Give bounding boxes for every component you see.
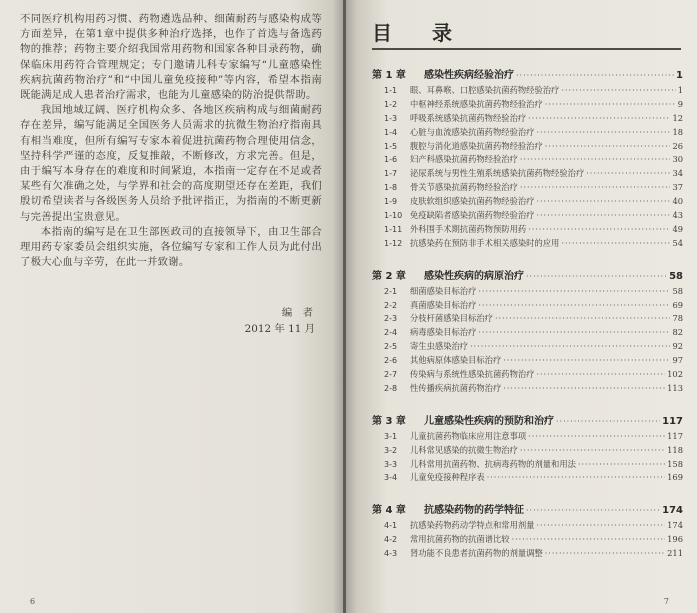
section-title: 常用抗菌药物的抗菌谱比较 [410,534,510,545]
leader-dots [478,301,670,310]
section-number: 1-10 [384,211,403,221]
toc-chapter [372,501,683,519]
section-page: 43 [672,210,683,221]
toc-section [372,382,683,396]
toc-section [372,237,683,251]
leader-dots [586,169,670,178]
section-page: 118 [667,444,683,455]
leader-dots [545,549,665,558]
leader-dots [487,473,665,482]
toc-chapter [372,412,683,430]
date: 2012 年 11 月 [244,323,315,335]
chapter-title: 感染性疾病的病原治疗 [424,270,524,282]
toc-section [372,444,683,458]
toc-section [372,98,683,112]
section-page: 9 [677,98,683,109]
section-title: 眼、耳鼻喉、口腔感染抗菌药物经验治疗 [410,85,560,95]
toc-section [372,299,683,313]
section-title: 病毒感染目标治疗 [410,327,477,338]
section-page: 82 [672,327,683,338]
section-number: 1-6 [384,155,398,165]
toc-section [372,458,683,472]
leader-dots [536,128,670,137]
section-title: 腹腔与消化道感染抗菌药物经验治疗 [410,140,543,151]
toc-section [372,140,683,154]
section-number: 2-1 [384,286,398,296]
section-page: 12 [672,112,683,123]
section-number: 1-8 [384,183,398,193]
toc-section [372,181,683,195]
section-title: 外科围手术期抗菌药物预防用药 [410,223,527,234]
section-page: 169 [667,472,683,483]
section-title: 皮肤软组织感染抗菌药物经验治疗 [410,196,535,207]
toc-section [372,471,683,485]
section-number: 3-4 [384,473,398,483]
leader-dots [536,211,670,220]
section-title: 分枝杆菌感染目标治疗 [410,313,493,324]
section-number: 4-2 [384,535,398,545]
leader-dots [536,197,670,206]
toc-section [372,326,683,340]
section-page: 158 [667,458,683,469]
toc-section [372,533,683,547]
section-page: 196 [667,534,683,545]
section-page: 49 [672,223,683,234]
leader-dots [578,460,665,469]
section-title: 呼吸系统感染抗菌药物经验治疗 [410,112,527,123]
leader-dots [512,535,666,544]
section-number: 2-3 [384,314,398,324]
section-page: 102 [667,369,683,380]
section-title: 中枢神经系统感染抗菌药物经验治疗 [410,98,543,109]
toc-section [372,354,683,368]
section-number: 1-1 [384,86,398,95]
section-title: 细菌感染目标治疗 [410,285,477,296]
signature: 编 者 [281,307,313,319]
section-page: 92 [672,341,683,352]
section-title: 寄生虫感染治疗 [410,341,469,352]
leader-dots [516,71,674,80]
section-title: 儿科常用抗菌药物、抗病毒药物的剂量和用法 [410,458,576,469]
section-title: 儿童免疫接种程序表 [410,472,485,483]
section-number: 3-1 [384,431,398,441]
leader-dots [520,446,665,455]
toc-section [372,195,683,209]
leader-dots [561,86,675,95]
chapter-page: 174 [662,505,683,517]
leader-dots [520,155,671,164]
section-number: 2-8 [384,383,398,393]
toc-section [372,547,683,561]
preface-paragraph-1: 不同医疗机构用药习惯、药物遴选品种、细菌耐药与感染构成等方面差异，在第1章中提供多种治疗选择，也作了首选与备选药物的推荐；药物主要介绍我国常用药物和国家各种目录药物，确保临床用药符合管理规定；专门邀请儿科专家编写“儿童感染性疾病抗菌药物治疗”和“中国儿童免疫接种”等内容，希望本指南既能满足成人患者治疗需求，也能为儿童感染的防治提供帮助。 [20,13,322,102]
toc-section [372,167,683,181]
leader-dots [526,506,660,515]
leader-dots [495,314,670,323]
section-page: 37 [672,182,683,193]
toc-section [372,209,683,223]
toc-section [372,312,683,326]
leader-dots [478,328,670,337]
section-title: 性传播疾病抗菌药物治疗 [410,382,502,393]
toc-section [372,153,683,167]
right-page [346,0,697,613]
chapter-title: 抗感染药物的药学特征 [424,505,524,517]
section-title: 妇产科感染抗菌药物经验治疗 [410,154,518,165]
leader-dots [536,370,665,379]
page-number-left: 6 [30,597,36,606]
chapter-number: 第 2 章 [372,270,406,282]
section-number: 2-6 [384,356,398,366]
section-page: 78 [672,313,683,324]
section-number: 1-7 [384,169,398,179]
section-number: 2-4 [384,328,398,338]
section-title: 免疫缺陷者感染抗菌药物经验治疗 [410,210,535,221]
section-page: 1 [677,85,683,95]
chapter-page: 58 [669,270,683,282]
leader-dots [526,272,667,281]
section-title: 骨关节感染抗菌药物经验治疗 [410,182,518,193]
section-page: 34 [672,168,683,179]
leader-dots [561,239,670,248]
leader-dots [470,342,670,351]
leader-dots [503,384,665,393]
leader-dots [528,225,670,234]
section-page: 174 [667,520,683,531]
toc-section [372,126,683,140]
section-page: 40 [672,196,683,207]
section-page: 30 [672,154,683,165]
section-number: 2-2 [384,300,398,310]
section-page: 69 [672,299,683,310]
chapter-number: 第 4 章 [372,505,406,517]
section-number: 1-4 [384,127,398,137]
section-number: 4-1 [384,521,398,531]
chapter-title: 感染性疾病经验治疗 [424,70,514,81]
section-title: 儿童抗菌药物临床应用注意事项 [410,430,527,441]
chapter-number: 第 3 章 [372,415,406,427]
toc-section [372,368,683,382]
left-page [0,0,343,613]
section-number: 1-2 [384,99,398,109]
toc-section [372,223,683,237]
toc-chapter [372,66,683,84]
leader-dots [528,114,670,123]
section-page: 97 [672,355,683,366]
section-page: 54 [672,237,683,248]
section-number: 3-3 [384,459,398,469]
toc-section [372,340,683,354]
toc-title: 目 录 [372,21,462,45]
section-title: 传染病与系统性感染抗菌药物治疗 [410,369,535,380]
section-title: 肾功能不良患者抗菌药物的剂量调整 [410,548,543,559]
title-rule [372,48,681,50]
section-number: 1-11 [384,224,403,234]
section-number: 1-12 [384,238,403,248]
section-page: 26 [672,140,683,151]
leader-dots [503,356,670,365]
toc-section [372,519,683,533]
leader-dots [478,287,670,296]
toc-section [372,430,683,444]
table-of-contents [372,66,683,561]
section-page: 113 [667,382,683,393]
section-number: 4-3 [384,549,398,559]
section-page: 58 [672,285,683,296]
section-number: 1-9 [384,197,398,207]
leader-dots [545,100,676,109]
toc-section [372,84,683,98]
section-title: 儿科常见感染的抗微生物治疗 [410,444,518,455]
leader-dots [520,183,671,192]
toc-section [372,112,683,126]
section-number: 1-3 [384,113,398,123]
toc-section [372,285,683,299]
section-number: 1-5 [384,141,398,151]
chapter-number: 第 1 章 [372,70,406,81]
bleed-through-text [40,290,320,590]
chapter-page: 1 [676,70,683,81]
section-number: 2-7 [384,370,398,380]
leader-dots [556,417,660,426]
section-title: 泌尿系统与男性生殖系统感染抗菌药物经验治疗 [410,168,585,179]
section-number: 3-2 [384,445,398,455]
section-page: 211 [667,548,683,559]
leader-dots [528,432,665,441]
preface-text [20,12,322,270]
section-title: 其他病原体感染目标治疗 [410,355,502,366]
chapter-page: 117 [662,415,683,427]
leader-dots [536,521,665,530]
section-title: 心脏与血流感染抗菌药物经验治疗 [410,126,535,137]
preface-paragraph-3: 本指南的编写是在卫生部医政司的直接领导下，由卫生部合理用药专家委员会组织实施，各位编写专家和工作人员为此付出了极大心血与辛劳，在此一并致谢。 [20,225,322,269]
toc-chapter [372,267,683,285]
section-page: 18 [672,126,683,137]
page-number-right: 7 [663,597,669,606]
chapter-title: 儿童感染性疾病的预防和治疗 [424,415,554,427]
section-title: 抗感染药物药动学特点和常用剂量 [410,520,535,531]
section-title: 抗感染药在预防非手术相关感染时的应用 [410,237,560,248]
preface-paragraph-2: 我国地域辽阔、医疗机构众多、各地区疾病构成与细菌耐药存在差异，编写能满足全国医务人员需求的抗微生物治疗指南具有相当难度，但所有编写专家本着促进抗菌药物合理使用信念，坚持科学严谨的态度，反复推敲，不断修改，方求完善。但是，由于编写本身存在的难度和时间紧迫，本指南一定存在不足或者某些有欠准确之处，与学界和社会的高度期望还存在差距，我们殷切希望读者与各级医务人员给予批评指正，为指南的不断更新与完善提出宝贵意见。 [20,104,322,223]
section-title: 真菌感染目标治疗 [410,299,477,310]
leader-dots [545,142,671,151]
section-page: 117 [667,430,683,441]
section-number: 2-5 [384,342,398,352]
